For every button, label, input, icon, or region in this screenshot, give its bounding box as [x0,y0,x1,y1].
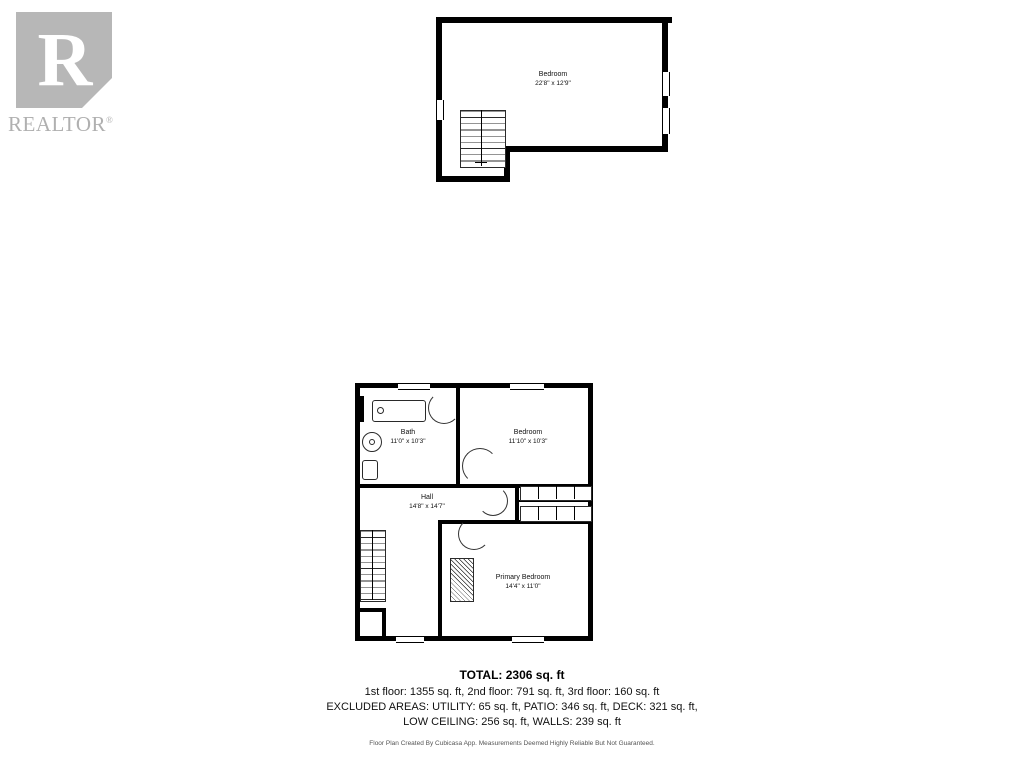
window-top-left [398,383,430,390]
realtor-logo-mark: R [16,12,112,108]
floor-areas: 1st floor: 1355 sq. ft, 2nd floor: 791 sq. ft, 3rd floor: 160 sq. ft [364,686,660,698]
closet-lower-divider-3 [574,506,575,520]
room-name: Primary Bedroom [495,574,551,581]
room-name: Bedroom [538,71,568,78]
area-summary [0,668,1024,747]
staircase-third-floor [460,110,506,168]
closet-upper-divider-2 [556,486,557,499]
closet-upper-divider-1 [538,486,539,499]
room-label-bedroom-third [468,70,638,88]
bathtub-drain [377,407,384,414]
room-label-primary-bedroom [460,573,586,591]
window-top-right [510,383,544,390]
window-left [436,100,444,120]
window-right-upper [662,72,670,96]
realtor-watermark [8,12,132,144]
room-name: Bath [400,429,416,436]
wall-top [436,17,672,23]
wall-top [355,383,593,388]
closet-upper-divider-3 [574,486,575,499]
door-arc-bedroom [462,448,498,484]
room-dimensions: 14'4" x 11'0" [505,583,541,590]
wall-bottom [355,636,593,641]
room-dimensions: 14'8" x 14'7" [409,503,445,510]
wall-left-lower [436,117,442,182]
stair-rail [481,110,482,166]
door-arc-hall-to-bedroom [478,486,508,516]
room-label-hall [372,493,482,511]
disclaimer-text: Floor Plan Created By Cubicasa App. Measurements Deemed Highly Reliable But Not Guaranteed. [369,740,655,747]
floorplan-third-floor [430,12,680,197]
window-bottom-left [396,636,424,643]
registered-mark: ® [106,115,114,125]
bath-wall-detail [360,396,364,422]
window-right-lower [662,108,670,134]
realtor-wordmark-text: REALTOR [8,112,107,136]
wall-lower-left-vertical [382,608,386,641]
room-dimensions: 11'10" x 10'3" [508,438,548,445]
realtor-wordmark [8,112,128,137]
wall-lower-left-stub [355,608,385,612]
closet-lower-divider-2 [556,506,557,520]
total-area: TOTAL: 2306 sq. ft [459,668,565,682]
wall-bottom-left [436,176,510,182]
toilet [362,460,378,480]
wall-step-horizontal [504,146,668,152]
excluded-areas-line-1: EXCLUDED AREAS: UTILITY: 65 sq. ft, PATIO: 346 sq. ft, DECK: 321 sq. ft, [326,701,698,713]
room-dimensions: 11'0" x 10'3" [390,438,426,445]
room-name: Bedroom [513,429,543,436]
staircase-second-floor [360,530,386,602]
wall-closet-vertical [515,484,519,524]
excluded-areas-line-2: LOW CEILING: 256 sq. ft, WALLS: 239 sq. ft [403,716,621,728]
door-arc-primary [458,518,490,550]
floorplan-second-floor [350,378,600,646]
stair-direction-arrow [475,162,487,163]
room-label-bath [362,428,454,446]
room-label-bedroom [470,428,586,446]
closet-lower-divider-1 [538,506,539,520]
wall-left-upper [436,17,442,107]
stair-rail-second [372,530,373,600]
room-dimensions: 22'8" x 12'9" [535,80,571,87]
wall-interior-vertical-primary [438,520,442,641]
door-arc-bath [428,392,460,424]
window-bottom-right [512,636,544,643]
room-name: Hall [420,494,434,501]
